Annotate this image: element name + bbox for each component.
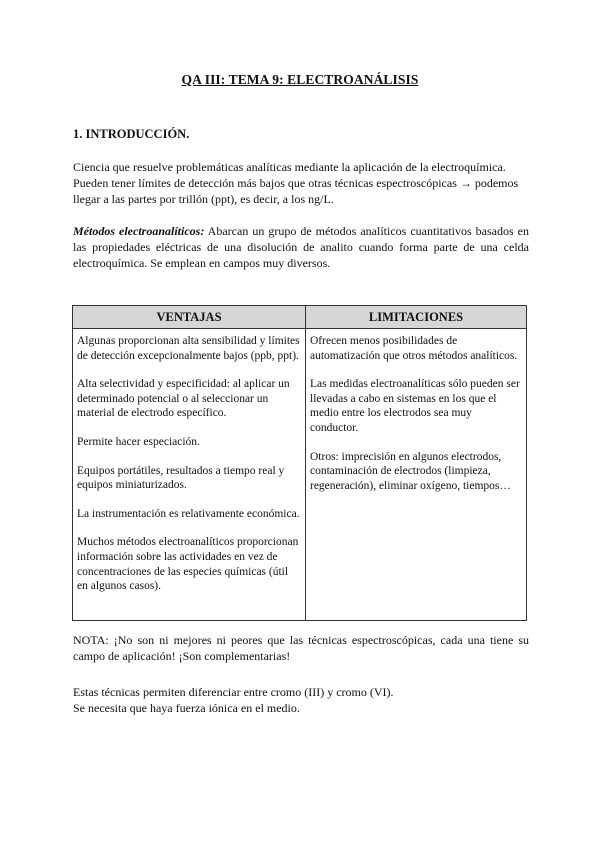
ventaja-item: Equipos portátiles, resultados a tiempo real y equipos miniaturizados. xyxy=(77,464,285,492)
header-limitaciones: LIMITACIONES xyxy=(306,306,527,329)
limitacion-item: Otros: imprecisión en algunos electrodos, contaminación de electrodos (limpieza, regeneración), eliminar oxígeno, tiempos… xyxy=(310,450,511,492)
ventaja-item: Algunas proporcionan alta sensibilidad y límites de detección excepcionalmente bajos (ppb, ppt). xyxy=(77,335,300,362)
closing-paragraph xyxy=(73,684,529,716)
note-paragraph: NOTA: ¡No son ni mejores ni peores que las técnicas espectroscópicas, cada una tiene su campo de aplicación! ¡Son complementarias! xyxy=(73,633,529,664)
intro-line: Ciencia que resuelve problemáticas analíticas mediante la aplicación de la electroquímica. xyxy=(73,160,506,174)
intro-line: Pueden tener límites de detección más bajos que otras técnicas espectroscópicas → podemos llegar a las partes por trillón (ppt), es decir, a los ng/L. xyxy=(73,176,519,207)
closing-line: Estas técnicas permiten diferenciar entre cromo (III) y cromo (VI). xyxy=(73,685,394,699)
document-title: QA III: TEMA 9: ELECTROANÁLISIS xyxy=(181,72,419,87)
header-ventajas: VENTAJAS xyxy=(73,306,306,329)
table-header-row xyxy=(73,306,527,329)
table-row xyxy=(73,329,527,621)
ventaja-item: Permite hacer especiación. xyxy=(77,435,200,448)
ventaja-item: Muchos métodos electroanalíticos proporcionan información sobre las actividades en vez de concentraciones de las especies químicas (útil en algunos casos). xyxy=(77,536,299,593)
ventajas-cell xyxy=(73,329,306,621)
limitacion-item: Ofrecen menos posibilidades de automatización que otros métodos analíticos. xyxy=(310,335,518,362)
ventaja-item: Alta selectividad y especificidad: al aplicar un determinado potencial o al seleccionar un material de electrodo específico. xyxy=(77,378,290,420)
methods-paragraph xyxy=(73,223,529,272)
limitaciones-cell xyxy=(306,329,527,621)
closing-line: Se necesita que haya fuerza iónica en el medio. xyxy=(73,701,300,716)
methods-text: Abarcan un grupo de métodos analíticos cuantitativos basados en las propiedades eléctricas de una disolución de analito cuando forma parte de una celda electroquímica. Se emplean en campos muy diversos. xyxy=(73,224,529,271)
comparison-table xyxy=(72,305,527,621)
ventaja-item: La instrumentación es relativamente económica. xyxy=(77,507,300,520)
intro-paragraph xyxy=(73,159,529,208)
section-heading: 1. INTRODUCCIÓN. xyxy=(73,127,190,141)
methods-lead: Métodos electroanalíticos: xyxy=(73,224,205,238)
limitacion-item: Las medidas electroanalíticas sólo pueden ser llevadas a cabo en sistemas en los que el medio entre los electrodos sea muy conductor. xyxy=(310,378,520,434)
